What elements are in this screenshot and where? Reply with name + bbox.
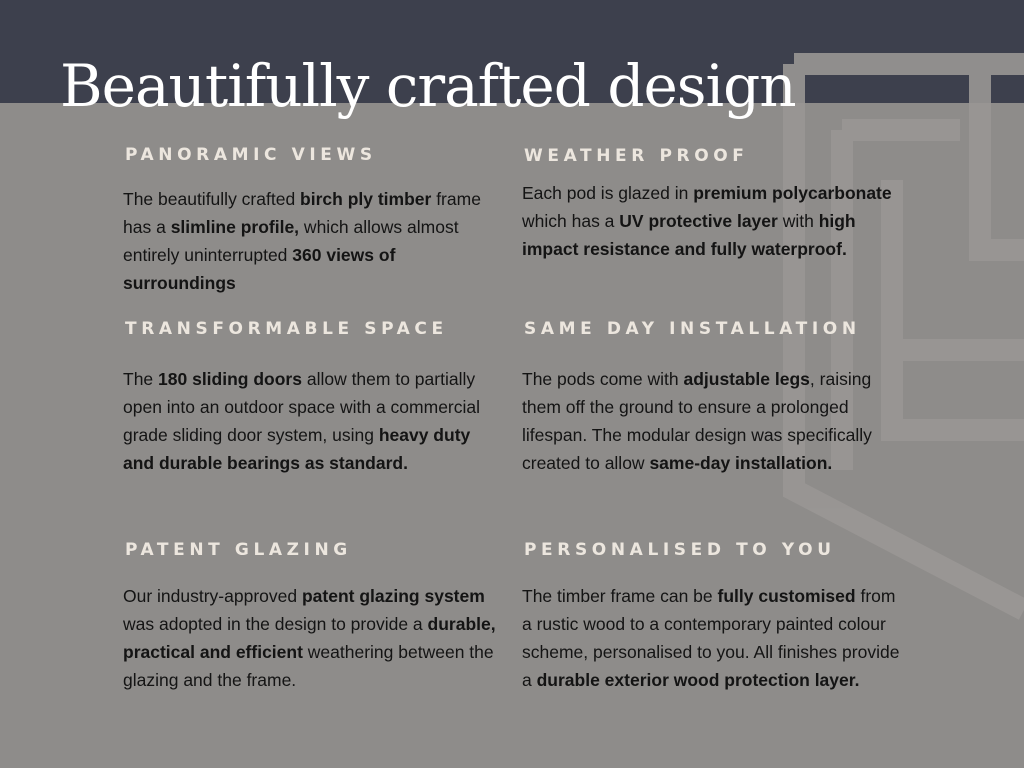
emphasis-text: same-day installation. (649, 453, 833, 473)
body-text: frame has a (123, 189, 481, 237)
section-heading: PERSONALISED TO YOU (524, 540, 836, 560)
body-text: Our industry-approved (123, 586, 302, 606)
emphasis-text: slimline profile, (170, 217, 300, 237)
emphasis-text: 180 sliding doors (158, 369, 302, 389)
emphasis-text: premium polycarbonate (693, 183, 892, 203)
emphasis-text: durable exterior wood protection layer. (536, 670, 860, 690)
body-text: The (123, 369, 159, 389)
emphasis-text: birch ply timber (300, 189, 432, 209)
body-text: , raising them off the ground to ensure a prolonged lifespan. The modular design was specifically created to allow (522, 369, 872, 473)
emphasis-text: high impact resistance and fully waterproof. (522, 211, 856, 259)
body-text: with (777, 211, 819, 231)
emphasis-text: adjustable legs (683, 369, 810, 389)
section-body (522, 582, 902, 694)
section-body (123, 185, 503, 297)
section-heading: TRANSFORMABLE SPACE (125, 319, 448, 339)
section-body (123, 365, 503, 477)
section-heading: WEATHER PROOF (524, 146, 749, 166)
page-title: Beautifully crafted design (60, 52, 796, 120)
body-text: The beautifully crafted (123, 189, 301, 209)
emphasis-text: durable, practical and efficient (123, 614, 496, 662)
body-text: The pods come with (522, 369, 684, 389)
section-heading: PANORAMIC VIEWS (125, 145, 377, 165)
section-body (123, 582, 503, 694)
body-text: weathering between the glazing and the frame. (123, 642, 494, 690)
section-heading: SAME DAY INSTALLATION (524, 319, 861, 339)
body-text: from a rustic wood to a contemporary painted colour scheme, personalised to you. All finishes provide a (522, 586, 900, 690)
body-text: Each pod is glazed in (522, 183, 694, 203)
emphasis-text: patent glazing system (301, 586, 485, 606)
body-text: The timber frame can be (522, 586, 718, 606)
body-text: which has a (522, 211, 620, 231)
body-text: which allows almost entirely uninterrupted (123, 217, 459, 265)
body-text: allow them to partially open into an outdoor space with a commercial grade sliding door system, using (123, 369, 481, 445)
section-body (522, 179, 902, 263)
emphasis-text: UV protective layer (619, 211, 778, 231)
emphasis-text: 360 views of surroundings (123, 245, 396, 293)
body-text: was adopted in the design to provide a (123, 614, 428, 634)
section-body (522, 365, 902, 477)
section-heading: PATENT GLAZING (125, 540, 352, 560)
emphasis-text: heavy duty and durable bearings as standard. (123, 425, 471, 473)
emphasis-text: fully customised (717, 586, 856, 606)
